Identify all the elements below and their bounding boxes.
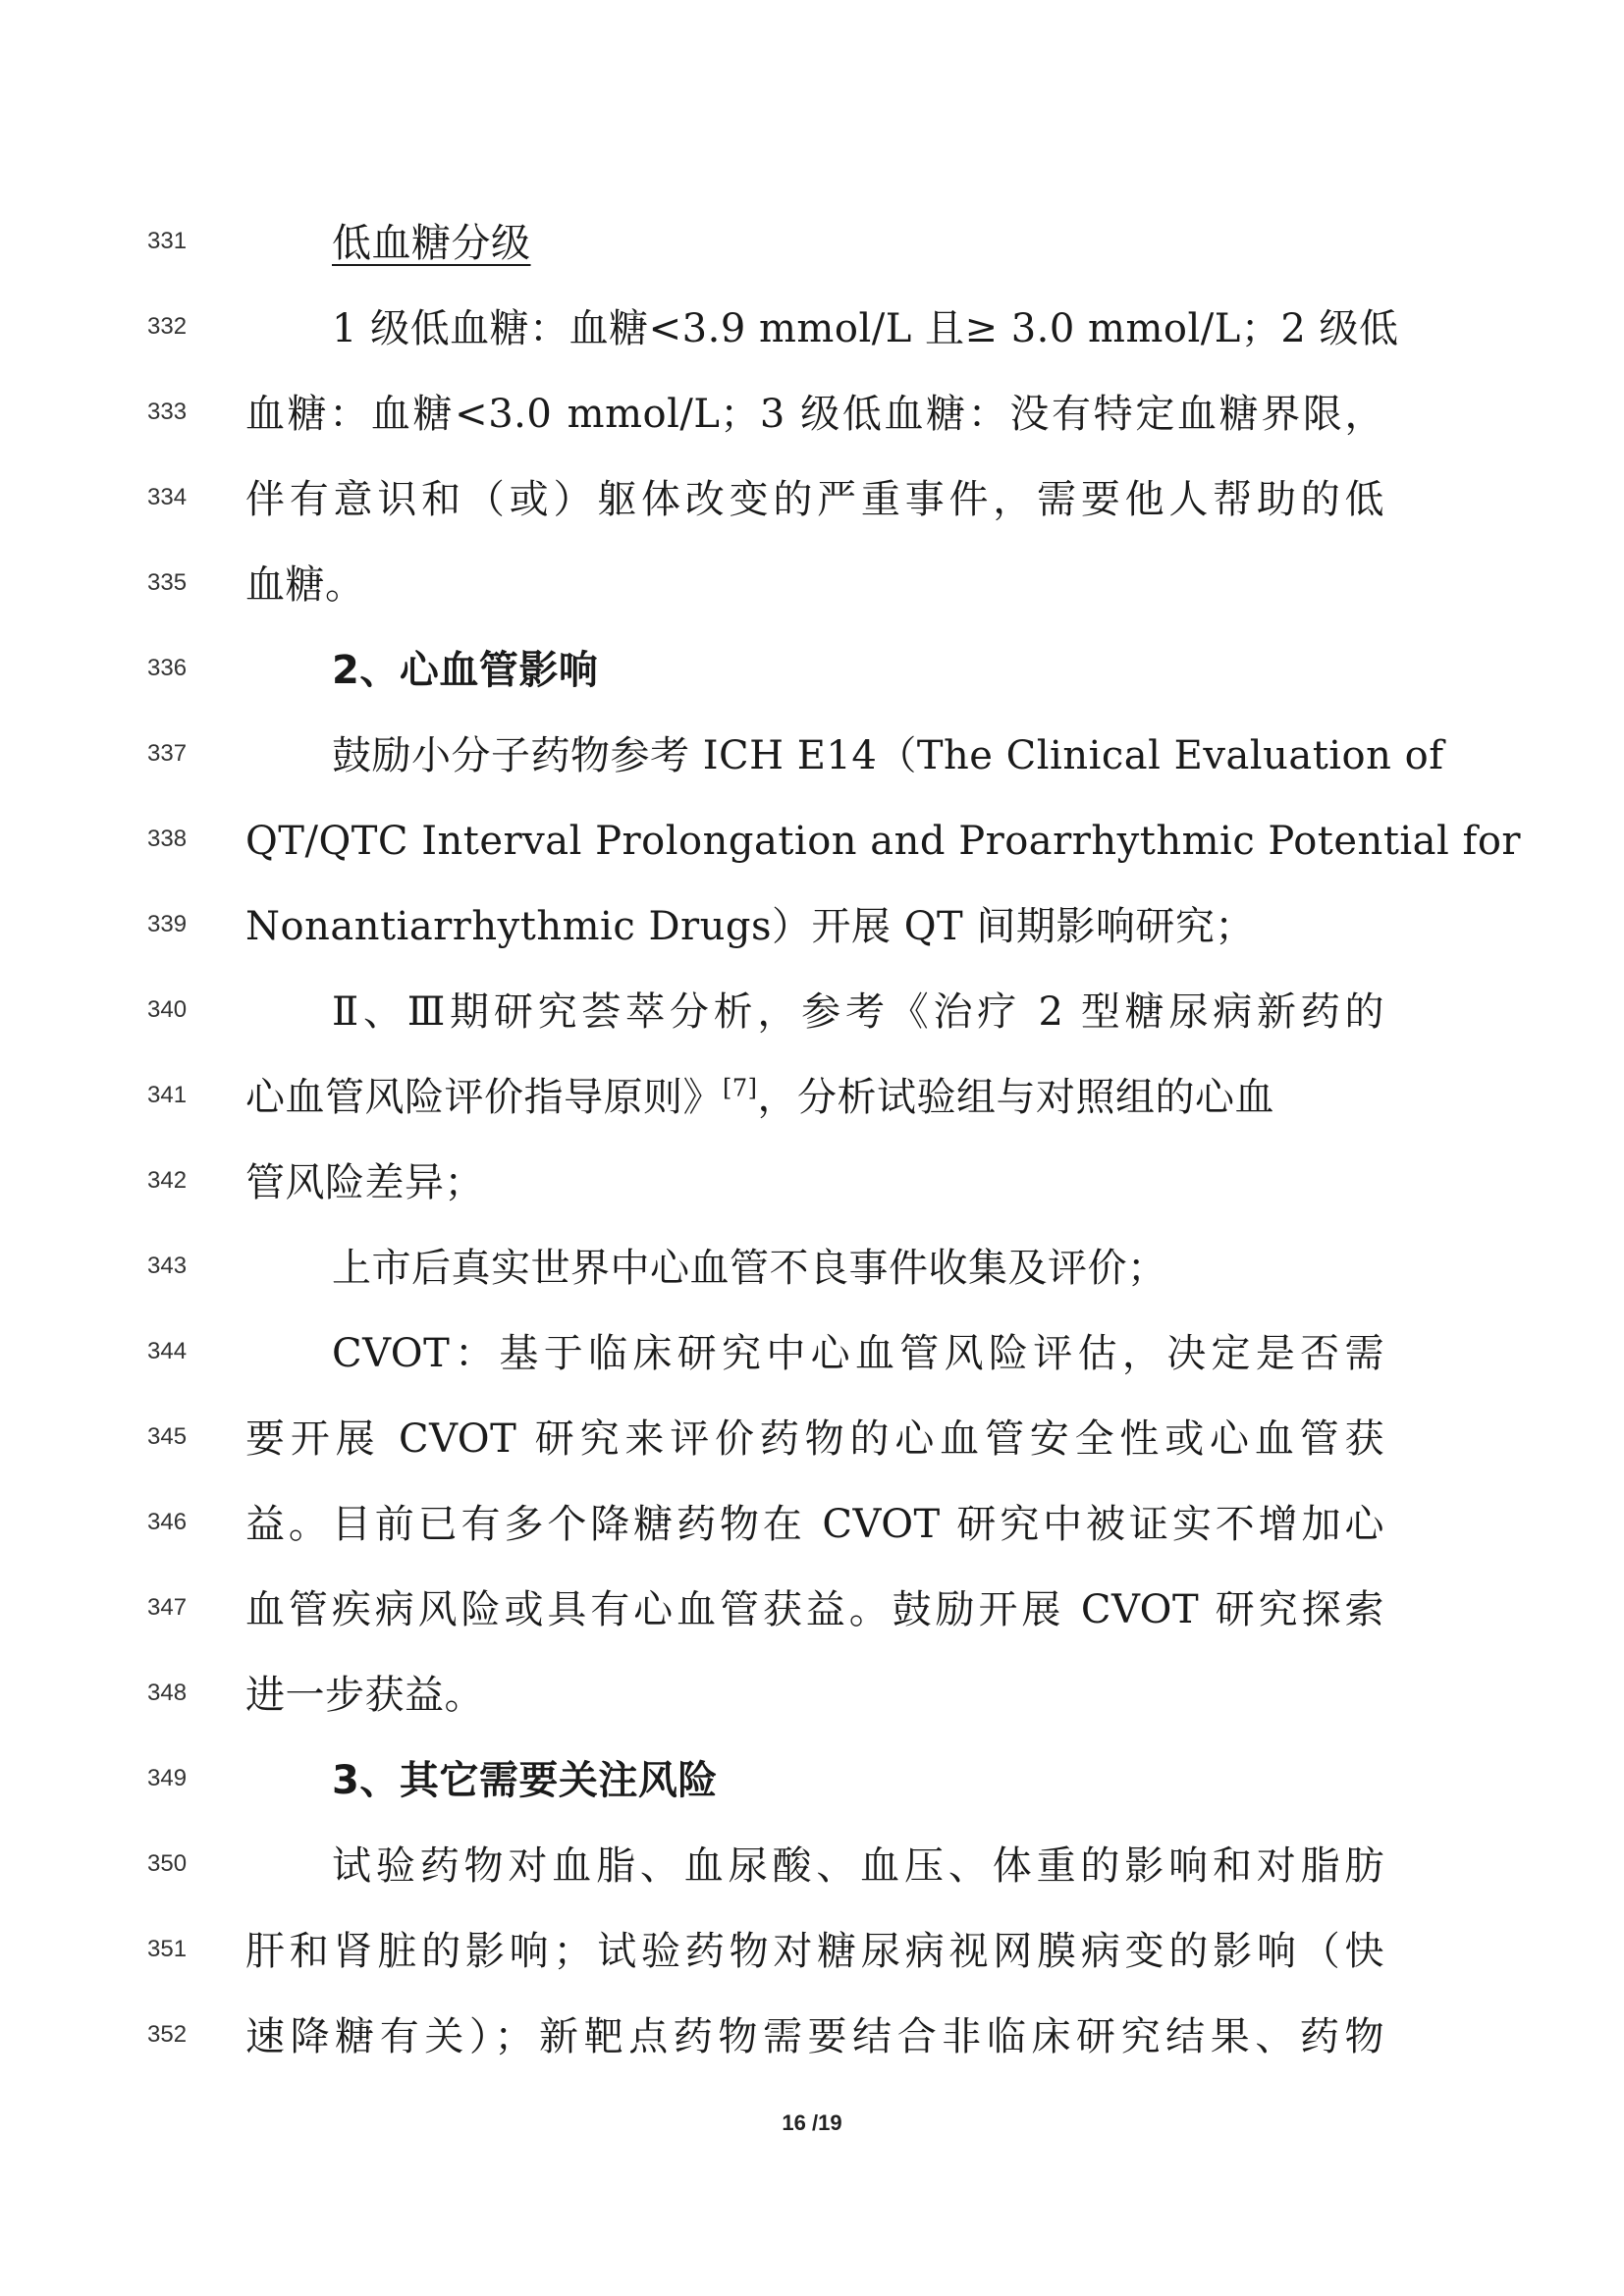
- paragraph-line: 鼓励小分子药物参考 ICH E14（The Clinical Evaluation of: [332, 733, 1444, 778]
- line-number: 340: [147, 996, 188, 1023]
- line-344: [0, 1324, 1624, 1383]
- line-number: 342: [147, 1167, 188, 1194]
- paragraph-line: 1 级低血糖：血糖<3.9 mmol/L 且≥ 3.0 mmol/L；2 级低: [332, 306, 1399, 351]
- paragraph-line: CVOT：基于临床研究中心血管风险评估，决定是否需: [332, 1331, 1384, 1376]
- line-number: 337: [147, 740, 188, 767]
- paragraph-line: Ⅱ、Ⅲ期研究荟萃分析，参考《治疗 2 型糖尿病新药的: [332, 989, 1384, 1035]
- line-number: 336: [147, 655, 188, 681]
- line-345: [0, 1410, 1624, 1468]
- paragraph-line: 管风险差异；: [245, 1160, 484, 1205]
- paragraph-line: QT/QTC Interval Prolongation and Proarrhythmic Potential for: [245, 819, 1522, 864]
- paragraph-line: [245, 1068, 1384, 1127]
- paragraph-line: 进一步获益。: [245, 1673, 484, 1718]
- line-number: 344: [147, 1338, 188, 1364]
- line-342: [0, 1153, 1624, 1212]
- line-331: [0, 214, 1624, 273]
- line-number: 341: [147, 1082, 188, 1108]
- line-343: [0, 1239, 1624, 1298]
- subheading-hypoglycemia-grading: 低血糖分级: [332, 221, 531, 266]
- line-352: [0, 2007, 1624, 2066]
- line-number: 343: [147, 1253, 188, 1279]
- line-341: [0, 1068, 1624, 1127]
- line-text-before-ref: 心血管风险评价指导原则》: [245, 1075, 723, 1120]
- line-number: 347: [147, 1594, 188, 1621]
- line-348: [0, 1666, 1624, 1725]
- paragraph-line: 肝和肾脏的影响；试验药物对糖尿病视网膜病变的影响（快: [245, 1929, 1384, 1974]
- paragraph-line: 血糖。: [245, 562, 365, 608]
- line-340: [0, 983, 1624, 1041]
- line-number: 345: [147, 1423, 188, 1450]
- line-334: [0, 470, 1624, 529]
- line-332: [0, 299, 1624, 358]
- line-number: 350: [147, 1850, 188, 1877]
- line-number: 349: [147, 1765, 188, 1791]
- line-337: [0, 726, 1624, 785]
- line-number: 346: [147, 1509, 188, 1535]
- line-number: 331: [147, 228, 188, 254]
- paragraph-line: 血糖：血糖<3.0 mmol/L；3 级低血糖：没有特定血糖界限，: [245, 392, 1384, 437]
- line-347: [0, 1580, 1624, 1639]
- paragraph-line: 血管疾病风险或具有心血管获益。鼓励开展 CVOT 研究探索: [245, 1587, 1384, 1632]
- line-336: [0, 641, 1624, 700]
- paragraph-line: Nonantiarrhythmic Drugs）开展 QT 间期影响研究；: [245, 904, 1255, 949]
- line-335: [0, 556, 1624, 614]
- line-349: [0, 1751, 1624, 1810]
- line-number: 335: [147, 569, 188, 596]
- paragraph-line: 速降糖有关）；新靶点药物需要结合非临床研究结果、药物: [245, 2014, 1384, 2059]
- line-333: [0, 385, 1624, 444]
- paragraph-line: 伴有意识和（或）躯体改变的严重事件，需要他人帮助的低: [245, 477, 1384, 522]
- line-number: 339: [147, 911, 188, 937]
- paragraph-line: 试验药物对血脂、血尿酸、血压、体重的影响和对脂肪: [332, 1843, 1384, 1889]
- line-number: 338: [147, 826, 188, 852]
- reference-superscript: [7]: [723, 1074, 758, 1102]
- line-number: 333: [147, 399, 188, 425]
- line-number: 334: [147, 484, 188, 510]
- line-number: 348: [147, 1680, 188, 1706]
- line-339: [0, 897, 1624, 956]
- line-text-after-ref: ，分析试验组与对照组的心血: [757, 1075, 1274, 1120]
- line-346: [0, 1495, 1624, 1554]
- line-number: 352: [147, 2021, 188, 2048]
- page-number-footer: 16 /19: [782, 2110, 842, 2135]
- paragraph-line: 要开展 CVOT 研究来评价药物的心血管安全性或心血管获: [245, 1416, 1384, 1462]
- paragraph-line: 上市后真实世界中心血管不良事件收集及评价；: [332, 1246, 1167, 1291]
- paragraph-line: 益。目前已有多个降糖药物在 CVOT 研究中被证实不增加心: [245, 1502, 1384, 1547]
- line-350: [0, 1837, 1624, 1896]
- section-heading-cardiovascular: 2、心血管影响: [332, 648, 599, 693]
- line-number: 332: [147, 313, 188, 340]
- line-351: [0, 1922, 1624, 1981]
- line-338: [0, 812, 1624, 871]
- line-number: 351: [147, 1936, 188, 1962]
- section-heading-other-risks: 3、其它需要关注风险: [332, 1758, 718, 1803]
